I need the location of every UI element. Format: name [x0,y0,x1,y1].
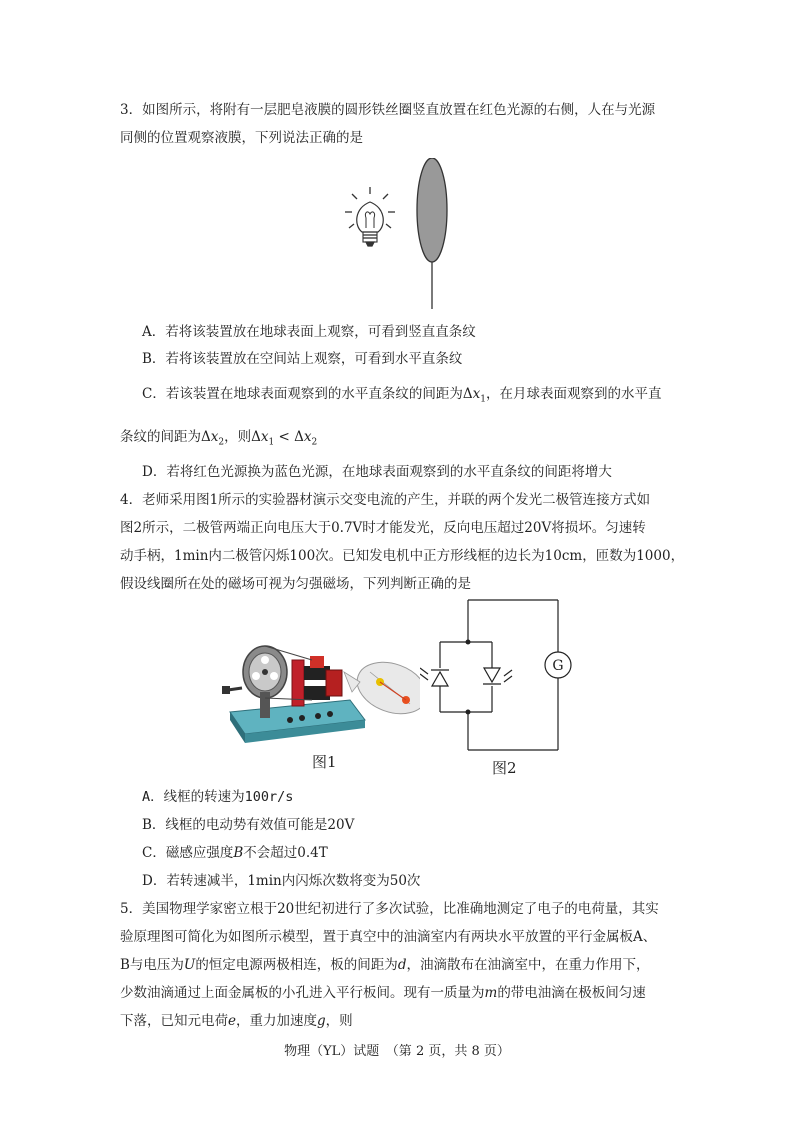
q5-stem-line4 [120,983,646,1003]
q4-fig2-caption: 图2 [492,759,517,777]
delta-compare: $\Delta x_1 < \Delta x_2$ [251,429,318,448]
q4-option-d: D．若转速减半，1min内闪烁次数将变为50次 [142,873,421,889]
led-left-icon [420,668,449,686]
q4-stem-line3: 动手柄，1min内二极管闪烁100次。已知发电机中正方形线框的边长为10cm，匝数为1000， [120,548,685,564]
q5-var-m: m [484,985,498,1001]
q5-var-g: g [317,1013,326,1029]
q5-text-a: B与电压为 [120,957,184,973]
q4-stem-line2: 图2所示，二极管两端正向电压大于0.7V时才能发光，反向电压超过20V将损坏。匀速转 [120,520,646,536]
q3-option-a: A．若将该装置放在地球表面上观察，可看到竖直直条纹 [142,324,476,340]
q3-option-d: D．若将红色光源换为蓝色光源，在地球表面观察到的水平直条纹的间距将增大 [142,464,612,480]
q3-option-c-text2: ，在月球表面观察到的水平直 [485,386,662,402]
q5-stem-line1: 5．美国物理学家密立根于20世纪初进行了多次试验，比准确地测定了电子的电荷量，其实 [120,901,659,917]
q4-option-b: B．线框的电动势有效值可能是20V [142,817,355,833]
q5-stem-line5 [120,1011,353,1031]
soap-film-loop [417,158,447,262]
bulb-icon [345,187,395,246]
q5-var-u: U [183,957,196,973]
q4-stem-line1: 4．老师采用图1所示的实验器材演示交变电流的产生，并联的两个发光二极管连接方式如 [120,492,651,508]
q4-figure1-generator [220,630,420,755]
q3-stem-line1: 3．如图所示，将附有一层肥皂液膜的圆形铁丝圈竖直放置在红色光源的右侧，人在与光源 [120,102,656,118]
q4-option-c-var: B [233,845,244,861]
q5-var-d: d [397,957,407,973]
delta-x1: $\Delta x_1$ [462,386,486,405]
q3-option-c-text3: 条纹的间距为 [120,429,201,445]
q3-option-c-line2 [120,427,317,453]
q3-option-c-text4: ，则 [224,429,252,445]
q4-option-c-text1: C．磁感应强度 [142,845,234,861]
q5-text-b: 的恒定电源两极相连，板的间距为 [195,957,398,973]
page-footer: 物理（YL）试题 （第 2 页，共 8 页） [284,1044,510,1059]
q3-figure [340,158,460,310]
q4-figure2-circuit [420,590,600,760]
q4-option-c [142,843,328,863]
led-right-icon [483,668,512,684]
galvanometer-label: G [552,658,564,674]
q4-fig1-caption: 图1 [312,753,337,771]
q5-var-e: e [228,1013,236,1029]
delta-x2: $\Delta x_2$ [201,429,225,448]
q5-text-c: ，油滴散布在油滴室中，在重力作用下， [406,957,650,973]
q5-text-g: ，重力加速度 [236,1013,317,1029]
q3-stem-line2: 同侧的位置观察液膜，下列说法正确的是 [120,130,363,146]
q4-option-c-text2: 不会超过0.4T [243,845,328,861]
q5-stem-line3 [120,955,649,975]
q5-text-d: 少数油滴通过上面金属板的小孔进入平行板间。现有一质量为 [120,985,485,1001]
q3-option-c-line1 [142,384,661,410]
q3-option-b: B．若将该装置放在空间站上观察，可看到水平直条纹 [142,351,463,367]
q3-option-c-text1: C．若该装置在地球表面观察到的水平直条纹的间距为 [142,386,463,402]
q4-stem-line4: 假设线圈所在处的磁场可视为匀强磁场，下列判断正确的是 [120,576,471,592]
q4-option-a: A．线框的转速为100r/s [142,789,294,805]
q5-stem-line2: 验原理图可简化为如图所示模型，置于真空中的油滴室内有两块水平放置的平行金属板A、 [120,929,657,945]
q5-text-e: 的带电油滴在极板间匀速 [497,985,646,1001]
q5-text-f: 下落，已知元电荷 [120,1013,228,1029]
q5-text-h: ，则 [325,1013,353,1029]
